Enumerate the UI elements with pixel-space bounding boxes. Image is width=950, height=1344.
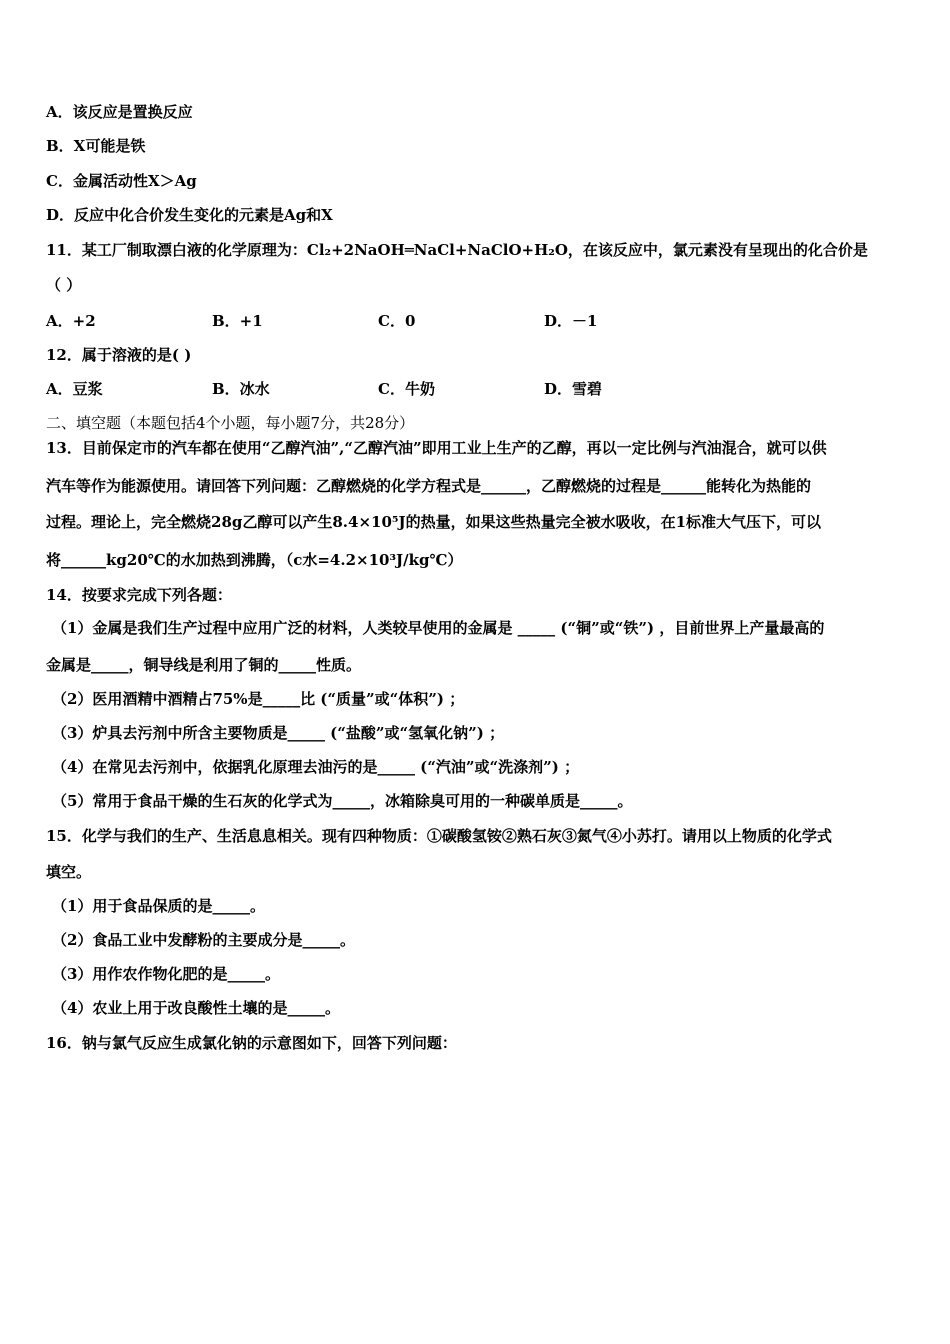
q14-line-4: （3）炉具去污剂中所含主要物质是_____ (“盐酸”或“氢氧化钠”) ； — [52, 724, 505, 742]
q12-stem: 12．属于溶液的是( ) — [46, 346, 192, 364]
q10-option-d: D．反应中化合价发生变化的元素是Ag和X — [46, 206, 333, 224]
q13-line-2: 汽车等作为能源使用。请回答下列问题：乙醇燃烧的化学方程式是______，乙醇燃烧的过程是______能转化为热能的 — [46, 477, 812, 495]
q10-option-c: C．金属活动性X＞Ag — [46, 172, 197, 190]
q12-option-b: B．冰水 — [212, 380, 270, 398]
q11-option-a: A．+2 — [46, 312, 96, 330]
q14-line-3: （2）医用酒精中酒精占75%是_____比 (“质量”或“体积”) ； — [52, 690, 465, 708]
q15-line-5: （3）用作农作物化肥的是_____。 — [52, 965, 280, 983]
q15-line-4: （2）食品工业中发酵粉的主要成分是_____。 — [52, 931, 355, 949]
q14-line-2: 金属是_____，铜导线是利用了铜的_____性质。 — [46, 656, 362, 674]
q13-line-3: 过程。理论上，完全燃烧28g乙醇可以产生8.4×10⁵J的热量，如果这些热量完全被水吸收，在1标准大气压下，可以 — [46, 513, 822, 531]
q11-option-c: C．0 — [378, 312, 416, 330]
q12-option-c: C．牛奶 — [378, 380, 435, 398]
q14-line-1: （1）金属是我们生产过程中应用广泛的材料，人类较早使用的金属是 _____ (“铜”或“铁”) ，目前世界上产量最高的 — [52, 619, 825, 637]
q14-line-5: （4）在常见去污剂中，依据乳化原理去油污的是_____ (“汽油”或“洗涤剂”) ； — [52, 758, 580, 776]
q11-stem: 11．某工厂制取漂白液的化学原理为：Cl₂+2NaOH═NaCl+NaClO+H₂O，在该反应中，氯元素没有呈现出的化合价是 — [46, 241, 868, 259]
section-title: 二、填空题（本题包括4个小题，每小题7分，共28分） — [46, 414, 415, 432]
q15-line-3: （1）用于食品保质的是_____。 — [52, 897, 265, 915]
q10-option-a: A．该反应是置换反应 — [46, 103, 193, 121]
q14-line-6: （5）常用于食品干燥的生石灰的化学式为_____，冰箱除臭可用的一种碳单质是_____。 — [52, 792, 633, 810]
q11-paren: （ ） — [46, 276, 82, 294]
q13-line-4: 将______kg20℃的水加热到沸腾，（c水=4.2×10³J/kg℃） — [46, 551, 463, 569]
q14-stem: 14．按要求完成下列各题： — [46, 586, 232, 604]
q16-stem: 16．钠与氯气反应生成氯化钠的示意图如下，回答下列问题： — [46, 1034, 457, 1052]
q15-line-6: （4）农业上用于改良酸性土壤的是_____。 — [52, 999, 340, 1017]
q15-line-2: 填空。 — [46, 863, 92, 881]
q12-option-d: D．雪碧 — [544, 380, 603, 398]
q13-line-1: 13．目前保定市的汽车都在使用“乙醇汽油”,“乙醇汽油”即用工业上生产的乙醇，再以一定比例与汽油混合，就可以供 — [46, 439, 827, 457]
q15-line-1: 15．化学与我们的生产、生活息息相关。现有四种物质：①碳酸氢铵②熟石灰③氮气④小苏打。请用以上物质的化学式 — [46, 827, 832, 845]
q12-option-a: A．豆浆 — [46, 380, 103, 398]
q11-option-d: D．－1 — [544, 312, 598, 330]
q10-option-b: B．X可能是铁 — [46, 137, 146, 155]
q11-option-b: B．+1 — [212, 312, 263, 330]
